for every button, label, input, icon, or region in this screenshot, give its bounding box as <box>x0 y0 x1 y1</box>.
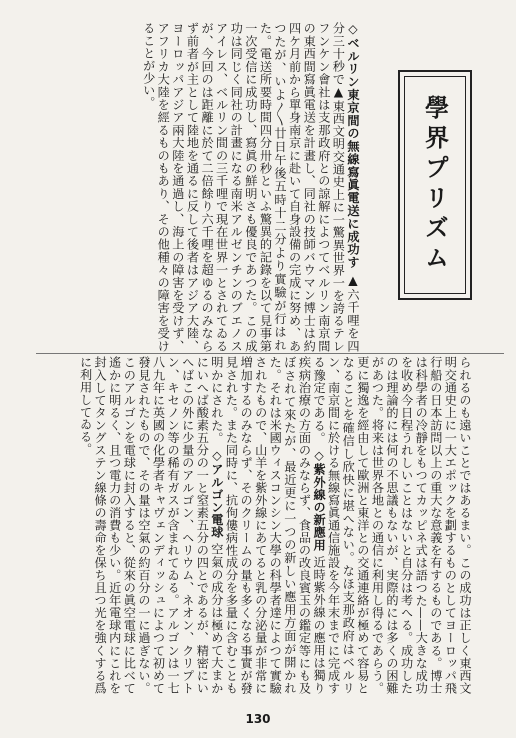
article-body-argon: 空氣の成分は極めて大まかにいへば酸素五分の一と窒素五分の四とであるが、精密にいへばこの外に少量のアルゴン、ヘリウム、ネオン、クリプトン、キセノン等の稀有ガスが含まれてゐる。アルゴンは一七八九年に英國の化學者キャヴェンディッシュによつて初めて發見されたもので、その量は空氣の約百分の一に過ぎない。このアルゴンを電球に封入すると、從來の眞空電球に比べて遙かに明るく、且つ電力の消費も少い。近年電球内にこれを封入してタングステン線條の壽命を保ち且つ光を強くする爲に利用してゐる。 <box>78 356 224 694</box>
article-heading: ◇ベルリン東京間の無線寫眞電送に成功す <box>346 22 360 269</box>
article-wireless-photo <box>36 22 360 352</box>
section-title: 學界プリズム <box>420 95 449 275</box>
article-heading-argon: ◇アルゴン電球 <box>209 448 224 539</box>
lower-articles <box>36 356 472 694</box>
article-heading-uv: ◇紫外線の新應用 <box>312 448 327 552</box>
divider-rule <box>36 353 504 354</box>
article-body: ▲六千哩を四分三十秒で▲東西文明交通史上に一驚異世界一を誇るテレフンケン會社は支那政府との諒解によつてベルリン南京間の東西間寫眞電送を計畫し、同社の技師バウマン博士は約四ケ月前から單身南京に赴いて自身設備の完成に努め、あつたが、いよ〳〵廿日午後五時十二分より實驗が行はれた。電送所要時間四分卅秒といふ驚異的記錄を以て見事第一次受信に成功し、寫眞の鮮明さも優良であつた。この成功は同じく同社の計畫になる南米アルゼンチンのブエノスアイレス、ベルリン間の三千哩で現在世界一とされてゐるが、今回のは距離に於て二倍餘り六千哩を超ゆるのみならず前者が主として陸地を通るに反して後者はアジア大陸、ヨーロッパアジア兩大陸を通過し、海上の障害を受けず、アフリカ大陸を經るものもあり、その他種々の障害を受けることが少い。 <box>141 22 360 352</box>
article-body-uv: 近時紫外線の應用は獨り疾病治療の方面のみならず、食品の改良賓玉の鑑定等にも及ぼされて來たが、最近更に一つの新しい應用方面が開かれた。それは米國ウィスコンシン大學の科學者達によつて實驗されたもので、山羊を紫外線にあてると乳の分泌量が非常に増加するのみならず、そのクリームの量も多くなる事實が發見された。また同時に、抗佝僂病性成分を多量に含むことも明かにされた。 <box>209 356 327 694</box>
section-title-box <box>398 70 472 300</box>
page-number: 130 <box>245 712 271 726</box>
article-continuation-body: られるのも遠いことではあるまい。この成功は正しく東西文明交通史上に一大エポックを劃するものとしてヨーロッパ飛行船の日本訪問以上の重大な意義を有するものである。博士は科學者の冷靜をもつてカッピネ式は語つた——大きな成功を收め今日程うれしいことはないと自分は考へる。成功したのは理論的には何の不思議もないが、実際的には多くの困難があつた。将来は世界各地との通信に利用し得るであらう。更に獨逸を經由して歐洲と東洋との交通連絡が極めて容易となることを確信し欣快に堪へない。なほ支那政府はベルリン、南京間に於ける無線寫眞通信施設を今年末までに完成する豫定である。 <box>312 356 472 694</box>
